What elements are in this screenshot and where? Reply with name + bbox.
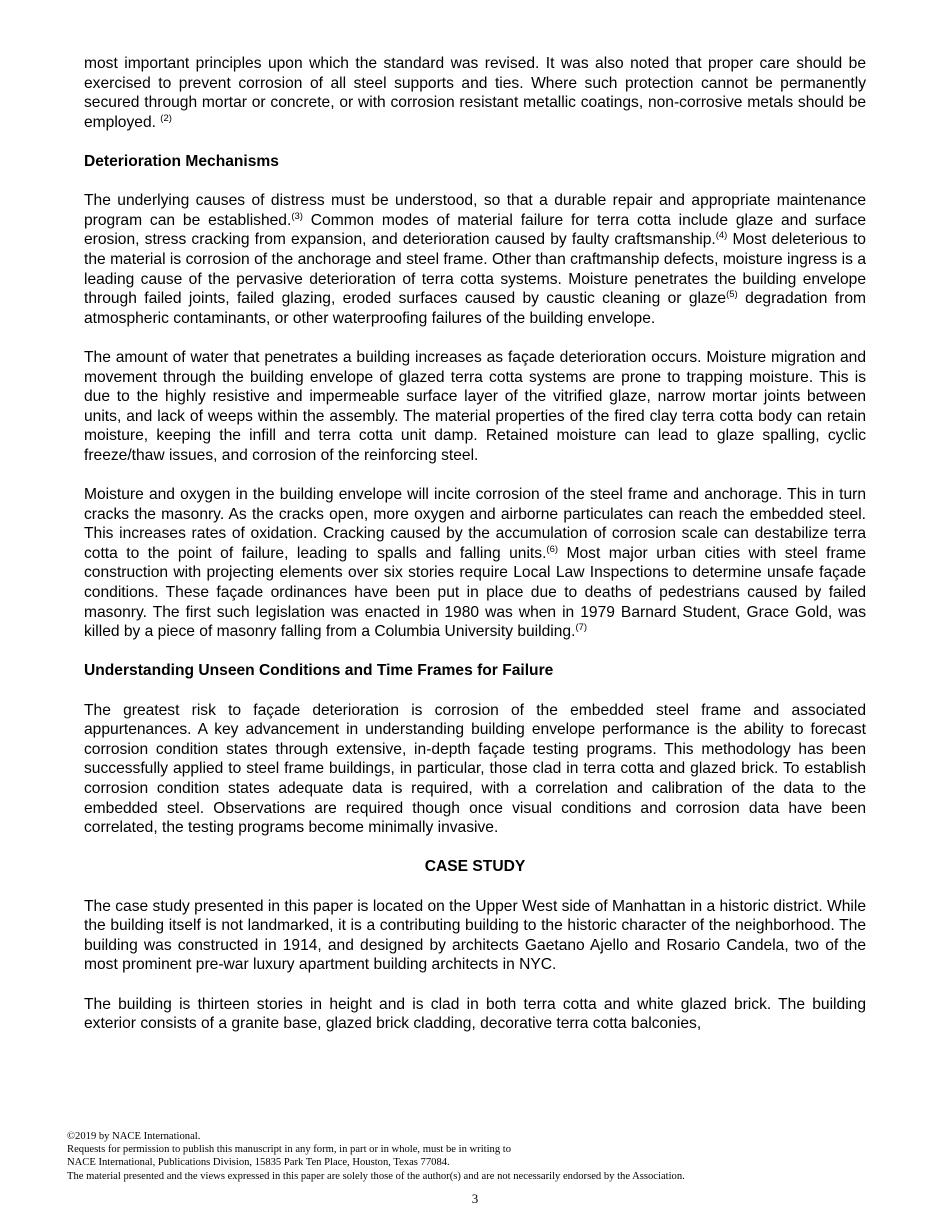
section-heading-unseen-conditions: Understanding Unseen Conditions and Time Frames for Failure	[84, 662, 554, 680]
paragraph-greatest-risk: The greatest risk to façade deterioration is corrosion of the embedded steel frame and associated appurtenances. A key advancement in understanding building envelope performance is the ability to forecast corrosion condition states through extensive, in-depth façade testing programs. This methodology has been successfully applied to steel frame buildings, in particular, those clad in terra cotta and glazed brick. To establish corrosion condition states adequate data is required, with a correlation and calibration of the data to the embedded steel. Observations are required though once visual conditions and corrosion data have been correlated, the testing programs become minimally invasive.	[84, 701, 866, 837]
citation-2: (2)	[160, 112, 172, 124]
paragraph-case-study-location: The case study presented in this paper is located on the Upper West side of Manhattan in a historic district. While the building itself is not landmarked, it is a contributing building to the historic character of the neighborhood. The building was constructed in 1914, and designed by architects Gaetano Ajello and Rosario Candela, two of the most prominent pre-war luxury apartment building architects in NYC.	[84, 897, 866, 974]
paper-page-body	[84, 54, 866, 1053]
citation-5: (5)	[726, 289, 738, 301]
paragraph-building-description: The building is thirteen stories in height and is clad in both terra cotta and white glazed brick. The building exterior consists of a granite base, glazed brick cladding, decorative terra cotta balconies,	[84, 995, 866, 1033]
paragraph-underlying-causes: The underlying causes of distress must be understood, so that a durable repair and appropriate maintenance program can be established.$^{(3)}$ Common modes of material failure for terra cotta include glaze and surface erosion, stress cracking from expansion, and deterioration caused by faulty craftsmanship.$^{(4)}$ Most deleterious to the material is corrosion of the anchorage and steel frame. Other than craftmanship defects, moisture ingress is a leading cause of the pervasive deterioration of terra cotta systems. Moisture penetrates the building envelope through failed joints, failed glazing, eroded surfaces caused by caustic cleaning or glaze$^{(5)}$ degradation from atmospheric contaminants, or other waterproofing failures of the building envelope.	[84, 192, 866, 327]
paragraph-moisture-oxygen: Moisture and oxygen in the building envelope will incite corrosion of the steel frame and anchorage. This in turn cracks the masonry. As the cracks open, more oxygen and airborne particulates can reach the embedded steel. This increases rates of oxidation. Cracking caused by the accumulation of corrosion scale can destabilize terra cotta to the point of failure, leading to spalls and falling units.$^{(6)}$ Most major urban cities with steel frame construction with projecting elements over six stories require Local Law Inspections to determine unsafe façade conditions. These façade ordinances have been put in place due to deaths of pedestrians caused by failed masonry. The first such legislation was enacted in 1980 was when in 1979 Barnard Student, Grace Gold, was killed by a piece of masonry falling from a Columbia University building.$^{(7)}$	[84, 486, 866, 641]
footer-address-line: NACE International, Publications Division, 15835 Park Ten Place, Houston, Texas 77084.	[67, 1157, 450, 1169]
citation-4: (4)	[715, 230, 728, 242]
copyright-footer	[67, 1130, 887, 1183]
footer-copyright-line: ©2019 by NACE International.	[67, 1131, 201, 1142]
citation-7: (7)	[575, 622, 588, 634]
page-number: 3	[471, 1191, 479, 1206]
citation-3: (3)	[291, 210, 303, 222]
footer-permission-line: Requests for permission to publish this manuscript in any form, in part or in whole, must be in writing to	[67, 1144, 512, 1156]
section-heading-case-study: CASE STUDY	[424, 858, 526, 876]
footer-disclaimer-line: The material presented and the views expressed in this paper are solely those of the author(s) and are not necessarily endorsed by the Association.	[67, 1170, 685, 1182]
section-heading-deterioration-mechanisms: Deterioration Mechanisms	[84, 152, 279, 170]
paragraph-principles: most important principles upon which the standard was revised. It was also noted that proper care should be exercised to prevent corrosion of all steel supports and ties. Where such protection cannot be permanently secured through mortar or concrete, or with corrosion resistant metallic coatings, non-corrosive metals should be employed. $^{(2)}$	[84, 55, 866, 131]
paragraph-water-penetration: The amount of water that penetrates a building increases as façade deterioration occurs. Moisture migration and movement through the building envelope of glazed terra cotta systems are prone to trapping moisture. This is due to the highly resistive and impermeable surface layer of the vitrified glaze, narrow mortar joints between units, and lack of weeps within the assembly. The material properties of the fired clay terra cotta body can retain moisture, keeping the infill and terra cotta unit damp. Retained moisture can lead to glaze spalling, cyclic freeze/thaw issues, and corrosion of the reinforcing steel.	[84, 348, 866, 464]
citation-6: (6)	[546, 543, 559, 555]
